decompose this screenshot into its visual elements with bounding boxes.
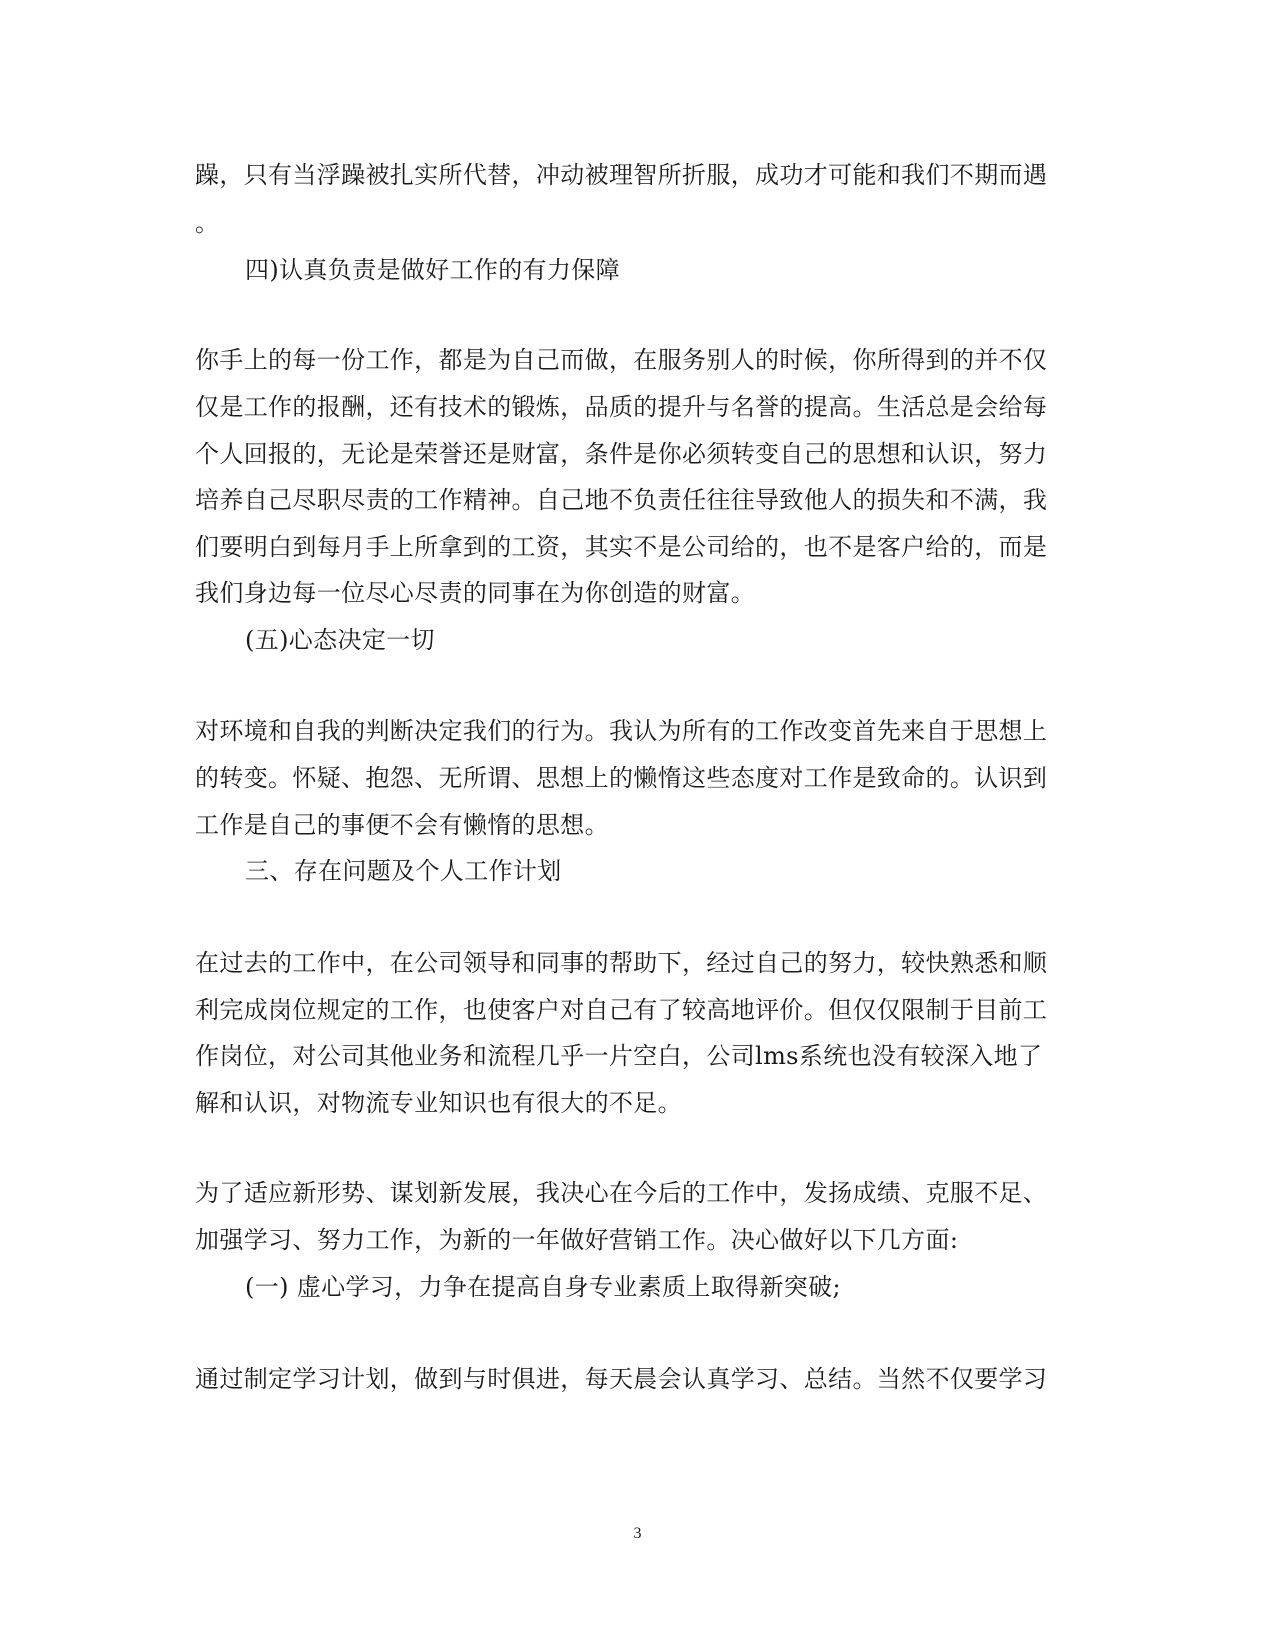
body-text-line: 工作是自己的事便不会有懒惰的思想。 (195, 811, 609, 839)
body-text-line: 仅是工作的报酬，还有技术的锻炼，品质的提升与名誉的提高。生活总是会给每 (195, 393, 1048, 421)
section-heading: 四)认真负责是做好工作的有力保障 (245, 256, 620, 284)
body-text-line: 利完成岗位规定的工作，也使客户对自己有了较高地评价。但仅仅限制于目前工 (195, 996, 1048, 1024)
body-text-line: 对环境和自我的判断决定我们的行为。我认为所有的工作改变首先来自于思想上 (195, 717, 1048, 745)
page-number: 3 (633, 1525, 642, 1542)
section-heading: (一) 虚心学习，力争在提高自身专业素质上取得新突破; (245, 1273, 841, 1301)
section-heading: 三、存在问题及个人工作计划 (245, 857, 562, 885)
body-text-line: 我们身边每一位尽心尽责的同事在为你创造的财富。 (195, 579, 756, 607)
body-text-line: 加强学习、努力工作，为新的一年做好营销工作。决心做好以下几方面: (195, 1226, 959, 1254)
body-text-line: 培养自己尽职尽责的工作精神。自己地不负责任往往导致他人的损失和不满，我 (195, 486, 1048, 514)
body-text-line: 作岗位，对公司其他业务和流程几乎一片空白，公司lms系统也没有较深入地了 (195, 1042, 1043, 1070)
body-text-line: 在过去的工作中，在公司领导和同事的帮助下，经过自己的努力，较快熟悉和顺 (195, 949, 1048, 977)
body-text-line: 解和认识，对物流专业知识也有很大的不足。 (195, 1089, 682, 1117)
body-text-line: 躁，只有当浮躁被扎实所代替，冲动被理智所折服，成功才可能和我们不期而遇 (195, 161, 1048, 189)
section-heading: (五)心态决定一切 (245, 626, 435, 654)
body-text-line: 的转变。怀疑、抱怨、无所谓、思想上的懒惰这些态度对工作是致命的。认识到 (195, 764, 1048, 792)
body-text-line: 通过制定学习计划，做到与时俱进，每天晨会认真学习、总结。当然不仅要学习 (195, 1365, 1048, 1393)
body-text-line: 个人回报的，无论是荣誉还是财富，条件是你必须转变自己的思想和认识，努力 (195, 440, 1048, 468)
body-text-line: 为了适应新形势、谋划新发展，我决心在今后的工作中，发扬成绩、克服不足、 (195, 1179, 1048, 1207)
body-text-line: 。 (195, 209, 220, 237)
body-text-line: 你手上的每一份工作，都是为自己而做，在服务别人的时候，你所得到的并不仅 (195, 346, 1048, 374)
body-text-line: 们要明白到每月手上所拿到的工资，其实不是公司给的，也不是客户给的，而是 (195, 533, 1048, 561)
